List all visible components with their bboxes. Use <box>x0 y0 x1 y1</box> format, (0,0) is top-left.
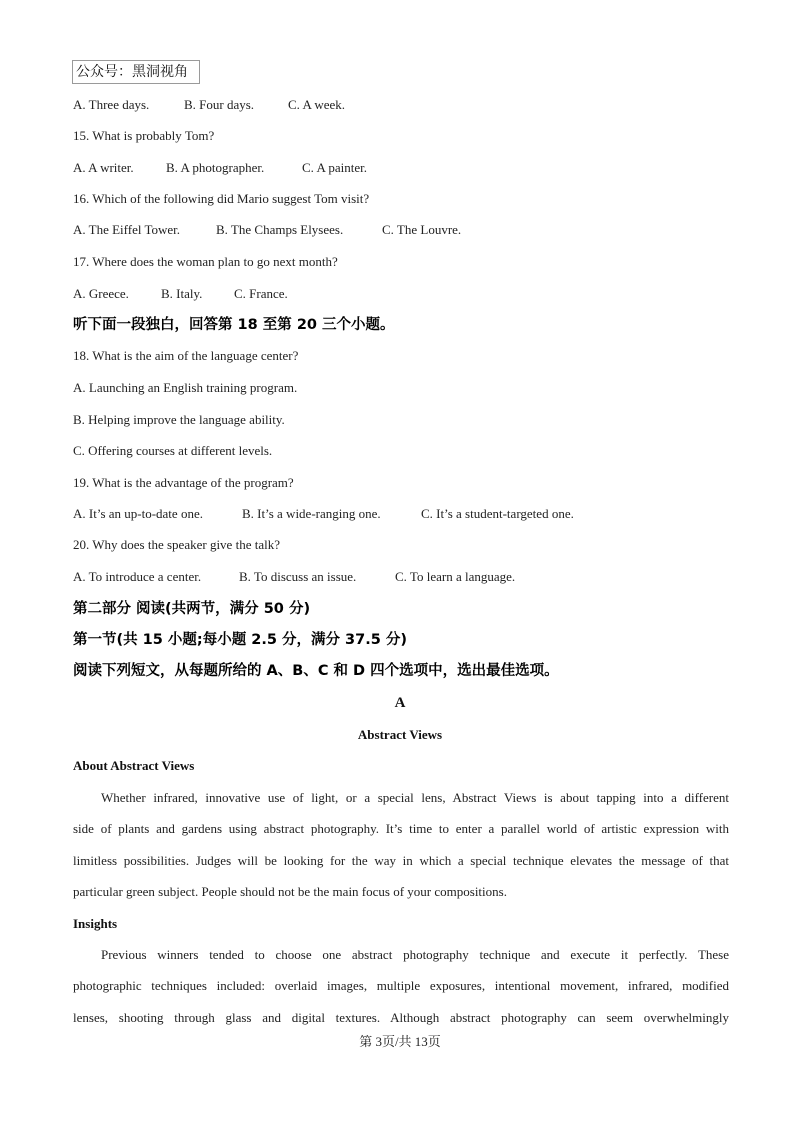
q15-question: 15. What is probably Tom? <box>73 128 215 143</box>
q20-question: 20. Why does the speaker give the talk? <box>73 537 280 552</box>
q16-option-a: A. The Eiffel Tower. <box>73 222 181 237</box>
q15-option-b: B. A photographer. <box>166 160 265 175</box>
part2-title: 第二部分 阅读(共两节，满分 50 分) <box>73 601 311 617</box>
q18-question: 18. What is the aim of the language center? <box>73 348 299 363</box>
q16-option-c: C. The Louvre. <box>382 222 462 237</box>
about-heading: About Abstract Views <box>73 758 195 773</box>
q17-option-c: C. France. <box>234 286 288 301</box>
q18-option-b: B. Helping improve the language ability. <box>73 412 285 427</box>
q15-option-a: A. A writer. <box>73 160 134 175</box>
q14-option-a: A. Three days. <box>73 97 150 112</box>
section1-title: 第一节(共 15 小题;每小题 2.5 分，满分 37.5 分) <box>73 632 407 648</box>
about-line: side of plants and gardens using abstract photography. It’s time to enter a parallel world of artistic expression with <box>73 821 729 836</box>
insights-line: Previous winners tended to choose one abstract photography technique and execute it perfectly. These <box>101 947 729 962</box>
q20-option-c: C. To learn a language. <box>395 569 516 584</box>
q16-option-b: B. The Champs Elysees. <box>216 222 344 237</box>
q19-question: 19. What is the advantage of the program? <box>73 475 294 490</box>
passage-letter: A <box>394 695 406 711</box>
passage-title: Abstract Views <box>357 727 443 742</box>
insights-line: photographic techniques included: overlaid images, multiple exposures, intentional movement, infrared, modified <box>73 978 729 993</box>
q18-option-c: C. Offering courses at different levels. <box>73 443 273 458</box>
q20-option-b: B. To discuss an issue. <box>239 569 357 584</box>
q15-option-c: C. A painter. <box>302 160 367 175</box>
about-line: Whether infrared, innovative use of light, or a special lens, Abstract Views is about tapping into a different <box>101 790 729 805</box>
q19-option-c: C. It’s a student-targeted one. <box>421 506 574 521</box>
q16-question: 16. Which of the following did Mario suggest Tom visit? <box>73 191 370 206</box>
q14-option-c: C. A week. <box>288 97 346 112</box>
insights-heading: Insights <box>73 916 118 931</box>
about-line: limitless possibilities. Judges will be looking for the way in which a special technique elevates the message of that <box>73 853 729 868</box>
header-label-box: 公众号：黑洞视角 <box>72 60 200 84</box>
insights-line: lenses, shooting through glass and digital textures. Although abstract photography can seem overwhelmingly <box>73 1010 729 1025</box>
monologue-instruction: 听下面一段独白，回答第 18 至第 20 三个小题。 <box>73 317 395 333</box>
about-line: particular green subject. People should not be the main focus of your compositions. <box>73 884 507 899</box>
q17-option-b: B. Italy. <box>161 286 203 301</box>
q18-option-a: A. Launching an English training program. <box>73 380 298 395</box>
q14-option-b: B. Four days. <box>184 97 255 112</box>
q17-question: 17. Where does the woman plan to go next month? <box>73 254 338 269</box>
q20-option-a: A. To introduce a center. <box>73 569 202 584</box>
q19-option-b: B. It’s a wide-ranging one. <box>242 506 381 521</box>
page-footer: 第 3页/共 13页 <box>359 1034 441 1049</box>
q19-option-a: A. It’s an up-to-date one. <box>73 506 203 521</box>
reading-instruction: 阅读下列短文，从每题所给的 A、B、C 和 D 四个选项中，选出最佳选项。 <box>73 663 559 679</box>
q17-option-a: A. Greece. <box>73 286 129 301</box>
